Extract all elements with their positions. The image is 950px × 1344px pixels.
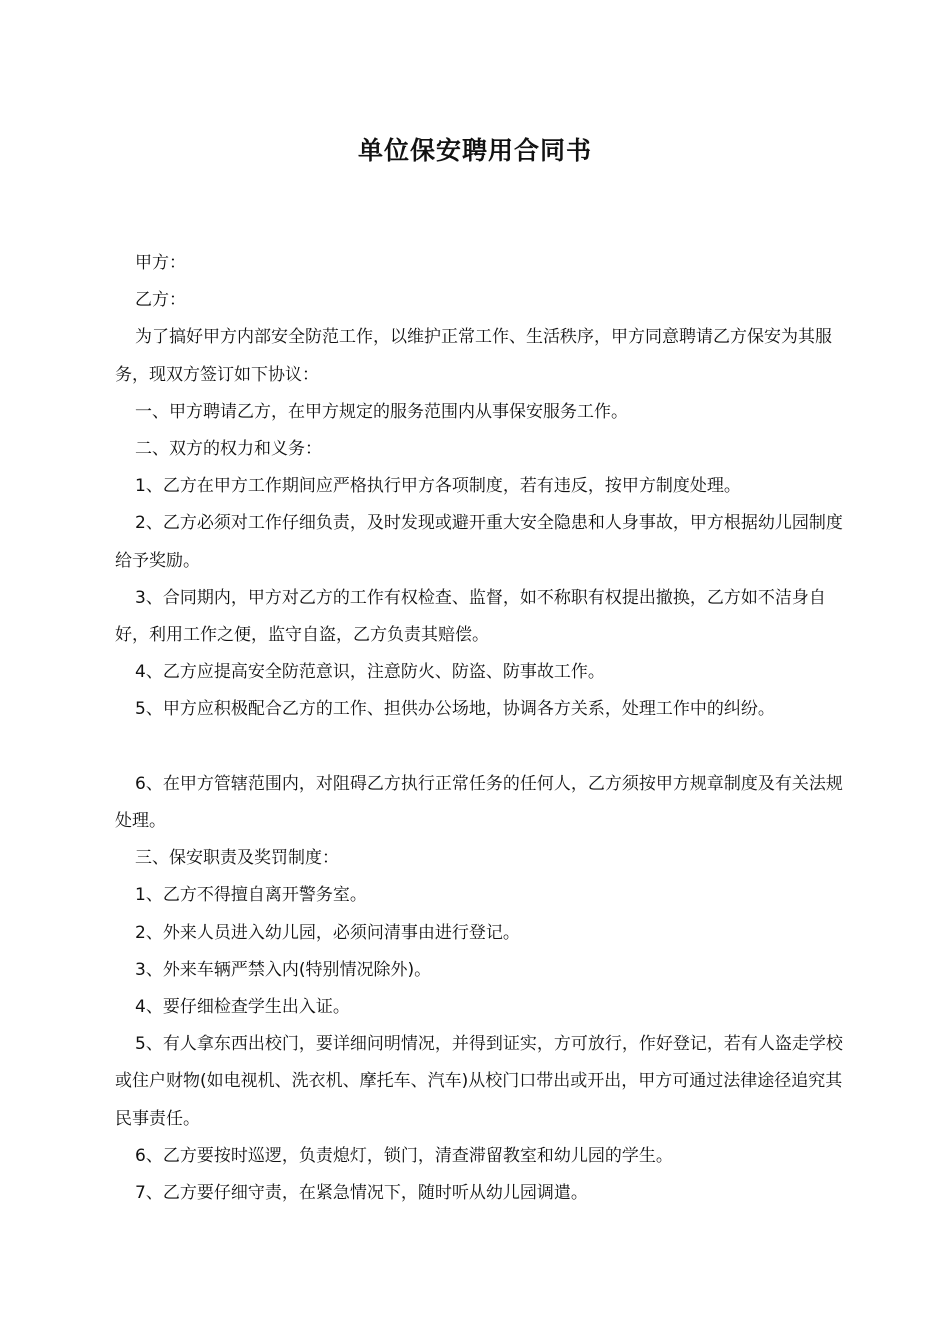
section-3-item-2: 2、外来人员进入幼儿园，必须问清事由进行登记。 <box>135 922 520 943</box>
section-2-item-4: 4、乙方应提高安全防范意识，注意防火、防盗、防事故工作。 <box>135 662 605 683</box>
section-3-item-6: 6、乙方要按时巡逻，负责熄灯，锁门，清查滞留教室和幼儿园的学生。 <box>135 1145 673 1166</box>
section-3-item-3: 3、外来车辆严禁入内(特别情况除外)。 <box>135 959 432 980</box>
section-2-heading: 二、双方的权力和义务： <box>135 439 322 460</box>
section-2-item-2: 2、乙方必须对工作仔细负责，及时发现或避开重大安全隐患和人身事故，甲方根据幼儿园制度给予奖励。 <box>115 513 843 571</box>
blank-line <box>115 729 850 766</box>
section-3-heading: 三、保安职责及奖罚制度： <box>135 848 339 869</box>
party-b-line: 乙方： <box>135 290 186 311</box>
section-2-item-6: 6、在甲方管辖范围内，对阻碍乙方执行正常任务的任何人，乙方须按甲方规章制度及有关法规处理。 <box>115 773 843 832</box>
section-2-item-1: 1、乙方在甲方工作期间应严格执行甲方各项制度，若有违反，按甲方制度处理。 <box>135 476 741 497</box>
preamble-paragraph: 为了搞好甲方内部安全防范工作，以维护正常工作、生活秩序，甲方同意聘请乙方保安为其服务，现双方签订如下协议： <box>115 327 832 385</box>
section-3-item-1: 1、乙方不得擅自离开警务室。 <box>135 885 367 906</box>
section-3-item-7: 7、乙方要仔细守责，在紧急情况下，随时听从幼儿园调遣。 <box>135 1183 588 1204</box>
party-a-line: 甲方： <box>135 253 186 273</box>
document-body <box>115 245 850 1212</box>
section-3-item-4: 4、要仔细检查学生出入证。 <box>135 997 350 1018</box>
document-title: 单位保安聘用合同书 <box>357 136 592 165</box>
section-2-item-3: 3、合同期内，甲方对乙方的工作有权检查、监督，如不称职有权提出撤换，乙方如不洁身自好，利用工作之便，监守自盗，乙方负责其赔偿。 <box>115 587 826 646</box>
section-2-item-5: 5、甲方应积极配合乙方的工作、担供办公场地，协调各方关系，处理工作中的纠纷。 <box>135 699 775 720</box>
clause-1: 一、甲方聘请乙方，在甲方规定的服务范围内从事保安服务工作。 <box>135 401 628 422</box>
section-3-item-5: 5、有人拿东西出校门，要详细问明情况，并得到证实，方可放行，作好登记，若有人盗走学校或住户财物(如电视机、洗衣机、摩托车、汽车)从校门口带出或开出，甲方可通过法律途径追究其民事责任。 <box>115 1034 843 1129</box>
